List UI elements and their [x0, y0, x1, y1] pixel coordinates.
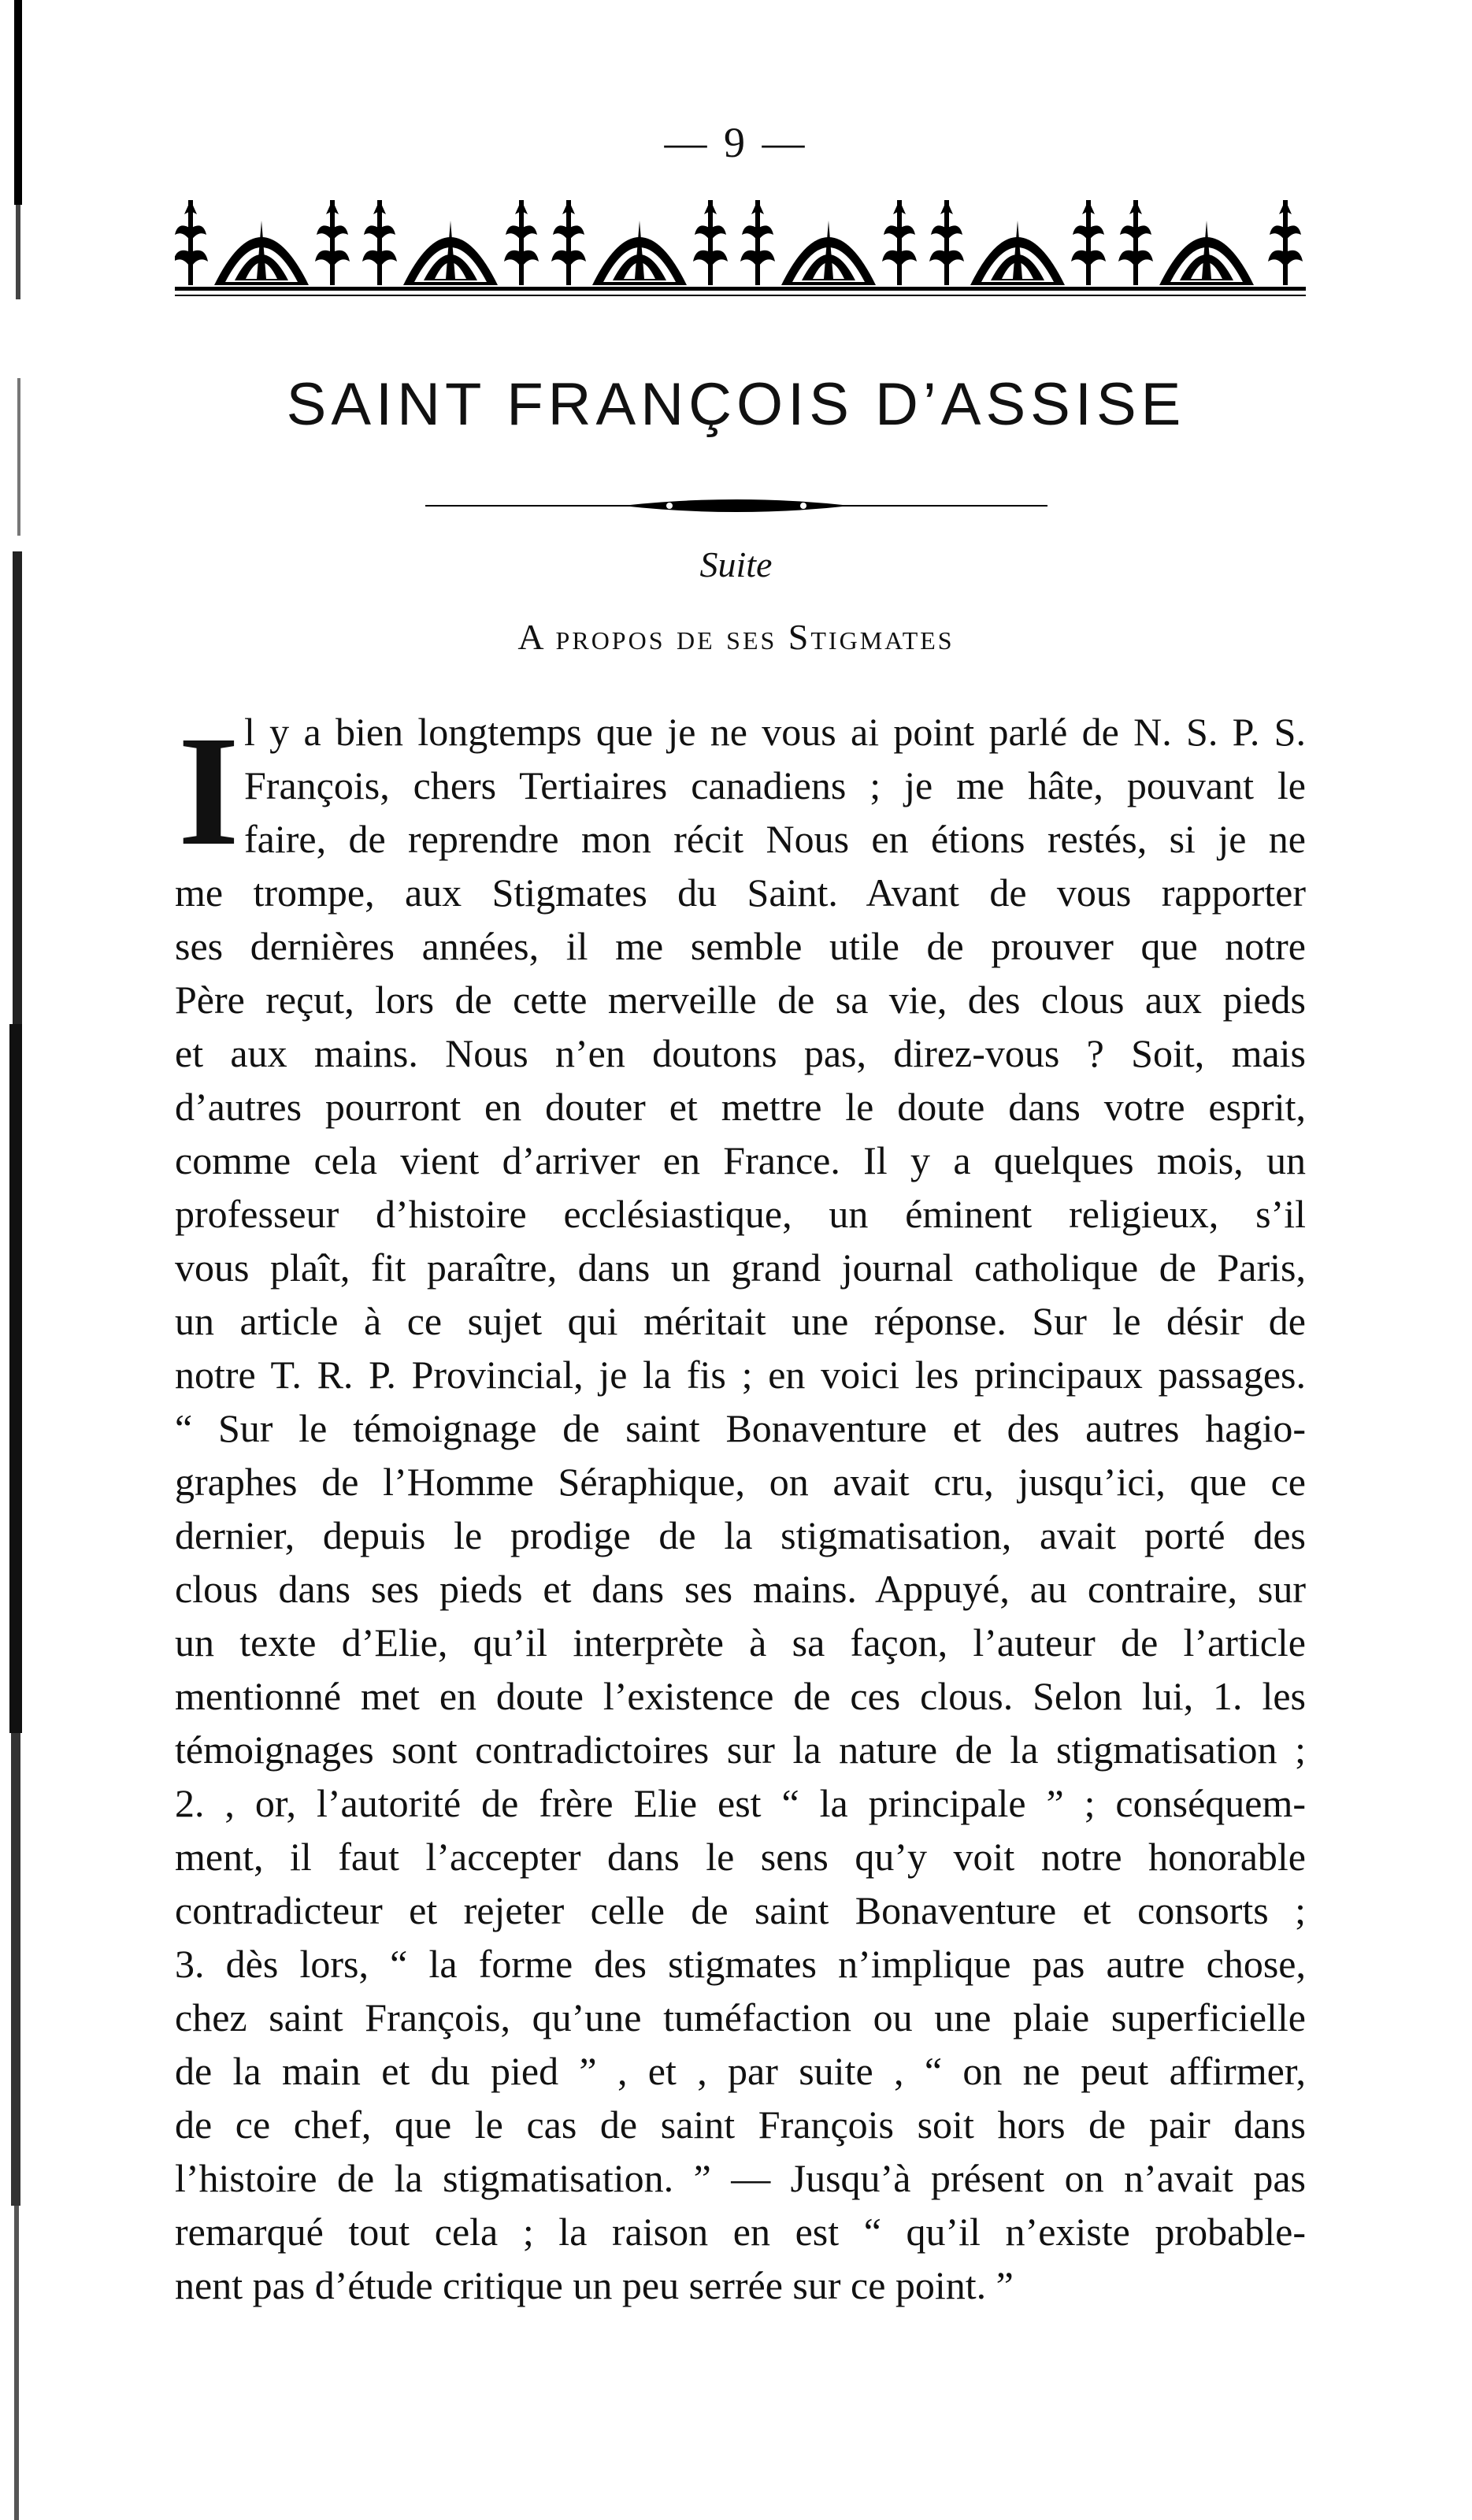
text-line: contradicteur et rejeter celle de saint Bonaventure et consorts ;: [175, 1888, 1306, 1932]
text-line: remarqué tout cela ; la raison en est “ qu’il n’existe probable-: [175, 2210, 1306, 2254]
drop-cap: [175, 704, 239, 878]
text-line: clous dans ses pieds et dans ses mains. Appuyé, au contraire, sur: [175, 1567, 1306, 1611]
page-number: — 9 —: [664, 119, 808, 166]
text-line: ment, il faut l’accepter dans le sens qu’y voit notre honorable: [175, 1835, 1306, 1879]
text-line: faire, de reprendre mon récit Nous en étions restés, si je ne: [244, 817, 1306, 861]
text-line: me trompe, aux Stigmates du Saint. Avant de vous rapporter: [175, 870, 1306, 915]
text-line: chez saint François, qu’une tuméfaction ou une plaie superficielle: [175, 1995, 1306, 2039]
text-line: graphes de l’Homme Séraphique, on avait cru, jusqu’ici, que ce: [175, 1460, 1306, 1504]
text-line: notre T. R. P. Provincial, je la fis ; en voici les principaux passages.: [175, 1353, 1306, 1397]
section-heading: A propos de ses Stigmates: [517, 617, 955, 657]
article-title: SAINT FRANÇOIS D’ASSISE: [286, 371, 1186, 438]
text-line: un texte d’Elie, qu’il interprète à sa façon, l’auteur de l’article: [175, 1620, 1306, 1665]
text-line: et aux mains. Nous n’en doutons pas, direz-vous ? Soit, mais: [175, 1031, 1306, 1075]
text-line: vous plaît, fit paraître, dans un grand journal catholique de Paris,: [175, 1245, 1306, 1290]
drop-cap-letter: I: [178, 704, 239, 878]
text-line: mentionné met en doute l’existence de ces clous. Selon lui, 1. les: [175, 1674, 1306, 1718]
text-line: dernier, depuis le prodige de la stigmatisation, avait porté des: [175, 1513, 1306, 1557]
body-text: [175, 705, 1306, 2312]
decorative-headpiece: [175, 197, 1306, 299]
text-line: ses dernières années, il me semble utile de prouver que notre: [175, 924, 1306, 968]
text-line: d’autres pourront en douter et mettre le doute dans votre esprit,: [175, 1085, 1306, 1129]
text-line: Père reçut, lors de cette merveille de sa vie, des clous aux pieds: [175, 978, 1306, 1022]
text-line: l y a bien longtemps que je ne vous ai point parlé de N. S. P. S.: [244, 710, 1306, 754]
text-line: François, chers Tertiaires canadiens ; je me hâte, pouvant le: [244, 763, 1306, 807]
text-line: comme cela vient d’arriver en France. Il y a quelques mois, un: [175, 1138, 1306, 1182]
text-line: de ce chef, que le cas de saint François soit hors de pair dans: [175, 2102, 1306, 2147]
article-subtitle: Suite: [699, 544, 773, 585]
text-line: professeur d’histoire ecclésiastique, un éminent religieux, s’il: [175, 1192, 1306, 1236]
text-line: de la main et du pied ” , et , par suite , “ on ne peut affirmer,: [175, 2049, 1306, 2093]
text-line: nent pas d’étude critique un peu serrée sur ce point. ”: [175, 2263, 1014, 2307]
text-line: “ Sur le témoignage de saint Bonaventure et des autres hagio-: [175, 1406, 1306, 1450]
text-line: l’histoire de la stigmatisation. ” — Jusqu’à présent on n’avait pas: [175, 2156, 1306, 2200]
decorative-rule: [425, 496, 1047, 515]
text-line: un article à ce sujet qui méritait une réponse. Sur le désir de: [175, 1299, 1306, 1343]
text-line: témoignages sont contradictoires sur la nature de la stigmatisation ;: [175, 1728, 1306, 1772]
text-line: 3. dès lors, “ la forme des stigmates n’implique pas autre chose,: [175, 1942, 1306, 1986]
text-line: 2. , or, l’autorité de frère Elie est “ la principale ” ; conséquem-: [175, 1781, 1306, 1825]
